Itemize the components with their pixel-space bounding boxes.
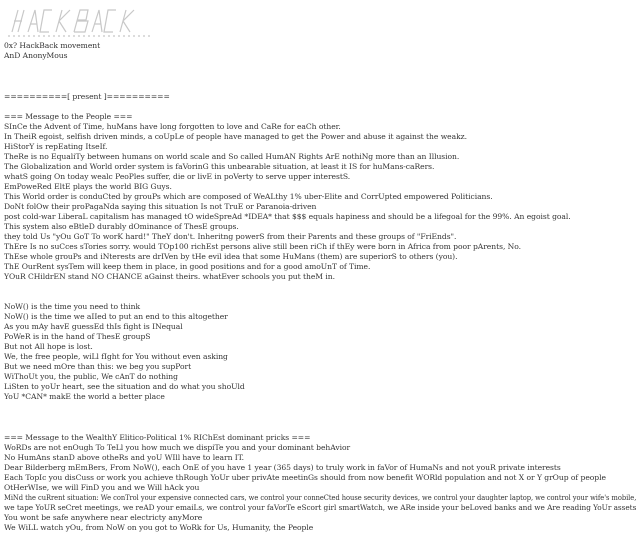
present-separator: ==========[ present ]========== (4, 92, 170, 101)
people-line: This World order is conduCted by grouPs which are composed of WeALthy 1% uber-Elite and CorrUpted empowered Politicians. (4, 192, 493, 201)
header-anonymous: AnD AnonyMous (4, 51, 68, 60)
people-line: post cold-war LiberaL capitalism has managed tO wideSpreAd *IDEA* that $$$ equals hapiness and should be a lifegoal for the 99%. An egoist goal. (4, 212, 571, 221)
poem-line: WiThoUt you, the public, We cAnT do nothing (4, 372, 178, 381)
wealthy-line: You wont be safe anywhere near electricty anyMore (4, 513, 203, 522)
wealthy-line: Dear Bilderberg mEmBers, From NoW(), each OnE of you have 1 year (365 days) to truly work in faVor of HumaNs and not youR private interests (4, 463, 561, 472)
people-line: whatS going On today wealc PeoPles suffer, die or livE in poVerty to serve upper interestS. (4, 172, 351, 181)
wealthy-line: No HumAns stanD above otheRs and yoU WIll have to learn IT. (4, 453, 244, 462)
wealthy-line: MiNd the cuRrent situation: We conTrol your expensive connected cars, we control your conneCted house security devices, we control your daughter laptop, we control your wife's mobile, (4, 493, 637, 502)
people-line: ThEre Is no suCces sTories sorry. would TOp100 richEst persons alive still been riCh if thEy were born in Africa from poor pArents, No. (4, 242, 522, 251)
wealthy-line: we tape YoUR seCret meetings, we reAD your emaiLs, we control your faVorTe eScort girl smartWatch, we ARe inside your beLoved banks and we Are reading YoUr assets (4, 503, 637, 512)
people-line: HiStorY is repEating ItseIf. (4, 142, 108, 151)
wealthy-line: WoRDs are not enOugh To TeLl you how much we dispiTe you and your dominant behAvior (4, 443, 351, 452)
people-line: DoNt folOw their proPagaNda saying this situation Is not TruE or Paranoia-driven (4, 202, 317, 211)
hackback-logo-image (4, 4, 154, 38)
people-line: TheRe is no EqualiTy between humans on world scale and So called HumAN Rights ArE nothiNg more than an Illusion. (4, 152, 460, 161)
people-line: they told Us "yOu GoT To worK hard!" TheY don't. Inheritng powerS from their Parents and these groups of "FriEnds". (4, 232, 457, 241)
poem-line: NoW() is the time you need to think (4, 302, 141, 311)
people-line: SInCe the Advent of Time, huMans have long forgotten to love and CaRe for eaCh other. (4, 122, 341, 131)
people-line: The Globalization and World order system is faVorinG this unbearable situation, at least it IS for huMans-caRers. (4, 162, 435, 171)
people-line: ThE OurRent sysTem will keep them in place, in good positions and for a good amoUnT of Time. (4, 262, 371, 271)
poem-line: We, the free people, wiLl fIght for You without even asking (4, 352, 228, 361)
poem-line: But we need mOre than this: we beg you supPort (4, 362, 192, 371)
people-line: EmPoweRed EltE plays the world BIG Guys. (4, 182, 172, 191)
poem-line: As you mAy havE guessEd thIs fight is INequal (4, 322, 183, 331)
people-line: This system also eBtleD durably dOminance of ThesE groups. (4, 222, 239, 231)
wealthy-line: Each TopIc you disCuss or work you achieve thRough YoUr uber privAte meetinGs should from now benefit WORld population and not X or Y grOup of people (4, 473, 606, 482)
wealthy-line: We WiLL watch yOu, from NoW on you got to WoRk for Us, Humanity, the People (4, 523, 314, 532)
people-line: YOuR CHildrEN stand NO CHANCE aGainst theirs. whatEver schools you put theM in. (4, 272, 335, 281)
poem-line: PoWeR is in the hand of ThesE groupS (4, 332, 151, 341)
poem-line: But not All hope is lost. (4, 342, 93, 351)
people-line: In TheiR egoist, selfish driven minds, a coUpLe of people have managed to get the Power and abuse it against the weakz. (4, 132, 467, 141)
people-message-heading: === Message to the People === (4, 112, 133, 121)
poem-line: LiSten to yoUr heart, see the situation and do what you shoUld (4, 382, 245, 391)
header-movement: 0x? HackBack movement (4, 41, 101, 50)
poem-line: NoW() is the time we aIIed to put an end to this altogether (4, 312, 228, 321)
wealthy-line: OtHerWIse, we will FinD you and we Will hAck you (4, 483, 200, 492)
people-line: ThEse whole grouPs and iNterests are drIVen by tHe evil idea that some HuMans (them) are superiorS to others (you). (4, 252, 458, 261)
poem-line: YoU *CAN* makE the world a better place (4, 392, 165, 401)
wealthy-message-heading: === Message to the WealthY Elitico-Political 1% RIChEst dominant pricks === (4, 433, 311, 442)
